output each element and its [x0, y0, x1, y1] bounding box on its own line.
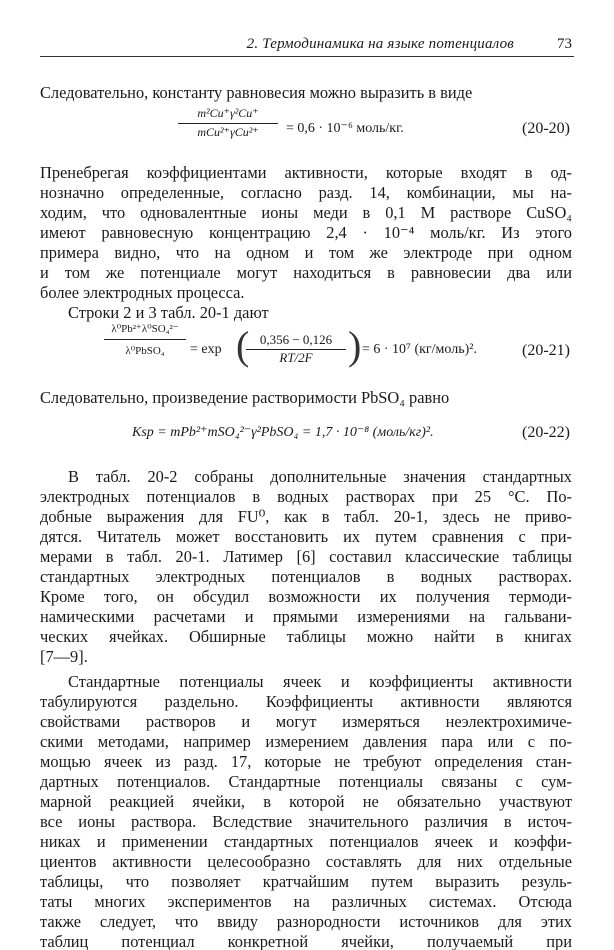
text-line: более электродных процесса.	[40, 283, 245, 302]
equation-20-21-fraction	[104, 322, 186, 357]
text-line: все ионы раствора. Вследствие значительного различия в источ-	[40, 812, 572, 831]
inner-fraction	[246, 332, 346, 366]
page-number: 73	[557, 36, 572, 52]
text-line: табулируются раздельно. Коэффициенты активности являются	[40, 692, 572, 711]
text-line: мощью ячеек из разд. 17, которые не требуют определения стан-	[40, 752, 572, 771]
text-line: Следовательно, константу равновесия можно выразить в виде	[40, 83, 473, 102]
text-line: дятся. Читатель может восстановить их путем сравнения с при-	[40, 527, 572, 546]
equation-number: (20-20)	[522, 120, 570, 137]
inner-denominator: RT/2F	[279, 350, 313, 365]
text-line: таблицы, что позволяет кратчайшим путем выразить резуль-	[40, 872, 572, 891]
text-line: Кроме того, он обсудил возможности их получения термоди-	[40, 587, 572, 606]
text-line: дартных потенциалов. Стандартные потенциалы связаны с сум-	[40, 772, 572, 791]
text-line: марной реакцией ячейки, в которой не обязательно участвуют	[40, 792, 572, 811]
text-line: никах и применении стандартных потенциалов ячеек и коэффи-	[40, 832, 572, 851]
text-line: свойствами растворов и могут измеряться неэлектрохимиче-	[40, 712, 572, 731]
text-line: ходим, что одновалентные ионы меди в 0,1 M растворе CuSO₄	[40, 203, 572, 222]
text-line: намическими расчетами и прямыми измерениями на гальвани-	[40, 607, 572, 626]
text-line: Стандартные потенциалы ячеек и коэффициенты активности	[68, 672, 572, 691]
text-line: циентов активности целесообразно составлять для них отдельные	[40, 852, 572, 871]
text-line: Строки 2 и 3 табл. 20-1 дают	[68, 303, 269, 322]
text-line: скими методами, например измерением давления пара или с по-	[40, 732, 572, 751]
eq-numerator: λ⁰Pb²⁺λ⁰SO₄²⁻	[111, 323, 179, 335]
left-paren: (	[236, 323, 250, 368]
text-line: стандартных электродных потенциалов в водных растворах.	[40, 567, 572, 586]
right-paren: )	[348, 323, 362, 368]
equation-number: (20-22)	[522, 424, 570, 441]
eq-denominator: λ⁰PbSO₄	[125, 345, 165, 357]
text-line: имеют равновесную концентрацию 2,4 · 10⁻⁴ моль/кг. Из этого	[40, 223, 572, 242]
eq-denominator: mCu²⁺γCu²⁺	[197, 125, 259, 139]
eq-rhs: = 0,6 · 10⁻⁶ моль/кг.	[286, 121, 404, 136]
eq-rhs: = 6 · 10⁷ (кг/моль)².	[362, 342, 477, 357]
equation-20-22: Ksp = mPb²⁺mSO₄²⁻γ²PbSO₄ = 1,7 · 10⁻⁸ (моль/кг)².	[132, 425, 434, 440]
text-line: добные выражения для FU⁰, как в табл. 20-1, здесь не приво-	[40, 507, 572, 526]
text-line: Следовательно, произведение растворимости PbSO₄ равно	[40, 388, 450, 407]
text-line: [7—9].	[40, 647, 88, 666]
eq-numerator: m²Cu⁺γ²Cu⁺	[197, 106, 259, 120]
text-line: и том же потенциале могут находиться в равновесии два или	[40, 263, 572, 282]
running-header	[40, 36, 574, 57]
text-line: Пренебрегая коэффициентами активности, которые входят в од-	[40, 163, 572, 182]
text-line: мерами в табл. 20-1. Латимер [6] составил классические таблицы	[40, 547, 572, 566]
section-title: 2. Термодинамика на языке потенциалов	[246, 36, 514, 52]
text-line: нозначно определенные, согласно разд. 14, комбинации, мы на-	[40, 183, 572, 202]
text-line: В табл. 20-2 собраны дополнительные значения стандартных	[68, 467, 572, 486]
text-line: таблиц потенциал конкретной ячейки, получаемый при	[40, 932, 572, 950]
text-line: также следует, что ввиду разнородности источников для этих	[40, 912, 572, 931]
text-line: ческих ячейках. Обширные таблицы можно найти в книгах	[40, 627, 572, 646]
equation-20-20-fraction	[178, 106, 278, 140]
text-line: примера видно, что на одном и том же электроде при одном	[40, 243, 572, 262]
eq-exp: = exp	[190, 342, 222, 357]
text-line: электродных потенциалов в водных растворах при 25 °C. По-	[40, 487, 572, 506]
inner-numerator: 0,356 − 0,126	[259, 332, 333, 347]
text-line: таты многих экспериментов на различных системах. Отсюда	[40, 892, 572, 911]
equation-number: (20-21)	[522, 342, 570, 359]
